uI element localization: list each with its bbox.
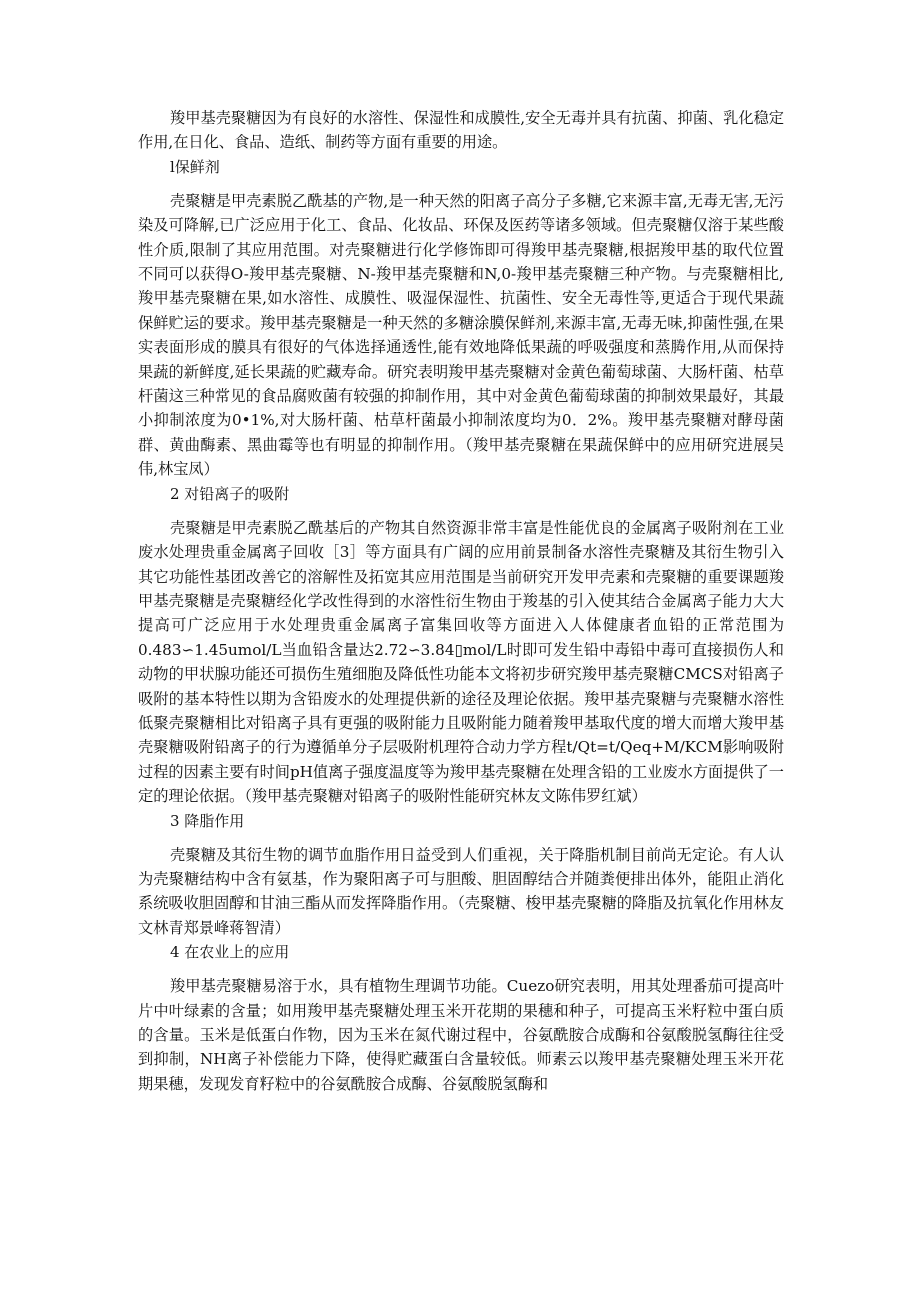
section-2-heading: 2 对铅离子的吸附 [170,484,290,503]
section-3-heading: 3 降脂作用 [170,811,245,830]
intro-paragraph: 羧甲基壳聚糖因为有良好的水溶性、保湿性和成膜性,安全无毒并具有抗菌、抑菌、乳化稳定作用,在日化、食品、造纸、制药等方面有重要的用途。 [138,109,784,152]
section-1-paragraph: 壳聚糖是甲壳素脱乙酰基的产物,是一种天然的阳离子高分子多糖,它来源丰富,无毒无害,无污染及可降解,已广泛应用于化工、食品、化妆品、环保及医药等诸多领域。但壳聚糖仅溶于某些酸性介质,限制了其应用范围。对壳聚糖进行化学修饰即可得羧甲基壳聚糖,根据羧甲基的取代位置不同可以获得O-羧甲基壳聚糖、N-羧甲基壳聚糖和N,0-羧甲基壳聚糖三种产物。与壳聚糖相比,羧甲基壳聚糖在果,如水溶性、成膜性、吸湿保湿性、抗菌性、安全无毒性等,更适合于现代果蔬保鲜贮运的要求。羧甲基壳聚糖是一种天然的多糖涂膜保鲜剂,来源丰富,无毒无味,抑菌性强,在果实表面形成的膜具有很好的气体选择通透性,能有效地降低果蔬的呼吸强度和蒸腾作用,从而保持果蔬的新鲜度,延长果蔬的贮藏寿命。研究表明羧甲基壳聚糖对金黄色葡萄球菌、大肠杆菌、枯草杆菌这三种常见的食品腐败菌有较强的抑制作用，其中对金黄色葡萄球菌的抑制效果最好，其最小抑制浓度为0•1%,对大肠杆菌、枯草杆菌最小抑制浓度均为0．2%。羧甲基壳聚糖对酵母菌群、黄曲酶素、黑曲霉等也有明显的抑制作用。（羧甲基壳聚糖在果蔬保鲜中的应用研究进展吴伟,林宝凤） [138,191,784,479]
document-page [138,106,784,1096]
section-2-paragraph: 壳聚糖是甲壳素脱乙酰基后的产物其自然资源非常丰富是性能优良的金属离子吸附剂在工业废水处理贵重金属离子回收［3］等方面具有广阔的应用前景制备水溶性壳聚糖及其衍生物引入其它功能性基团改善它的溶解性及拓宽其应用范围是当前研究开发甲壳素和壳聚糖的重要课题羧甲基壳聚糖是壳聚糖经化学改性得到的水溶性衍生物由于羧基的引入使其结合金属离子能力大大提高可广泛应用于水处理贵重金属离子富集回收等方面进入人体健康者血铅的正常范围为0.483∽1.45umol/L当血铅含量达2.72∽3.84▯mol/L时即可发生铅中毒铅中毒可直接损伤人和动物的甲状腺功能还可损伤生殖细胞及降低性功能本文将初步研究羧甲基壳聚糖CMCS对铅离子吸附的基本特性以期为含铅废水的处理提供新的途径及理论依据。羧甲基壳聚糖与壳聚糖水溶性低聚壳聚糖相比对铅离子具有更强的吸附能力且吸附能力随着羧甲基取代度的增大而增大羧甲基壳聚糖吸附铅离子的行为遵循单分子层吸附机理符合动力学方程t/Qt=t/Qeq+M/KCM影响吸附过程的因素主要有时间pH值离子强度温度等为羧甲基壳聚糖在处理含铅的工业废水方面提供了一定的理论依据。（羧甲基壳聚糖对铅离子的吸附性能研究林友文陈伟罗红斌） [138,518,784,806]
section-4-heading: 4 在农业上的应用 [170,943,290,962]
section-4-paragraph: 羧甲基壳聚糖易溶于水，具有植物生理调节功能。Cuezo研究表明，用其处理番茄可提高叶片中叶绿素的含量；如用羧甲基壳聚糖处理玉米开花期的果穗和种子，可提高玉米籽粒中蛋白质的含量。玉米是低蛋白作物，因为玉米在氮代谢过程中，谷氨酰胺合成酶和谷氨酸脱氢酶往往受到抑制，NH离子补偿能力下降，使得贮藏蛋白含量较低。师素云以羧甲基壳聚糖处理玉米开花期果穗，发现发育籽粒中的谷氨酰胺合成酶、谷氨酸脱氢酶和 [138,977,784,1093]
section-3-paragraph: 壳聚糖及其衍生物的调节血脂作用日益受到人们重视，关于降脂机制目前尚无定论。有人认为壳聚糖结构中含有氨基，作为聚阳离子可与胆酸、胆固醇结合并随粪便排出体外，能阻止消化系统吸收胆固醇和甘油三酯从而发挥降脂作用。（壳聚糖、梭甲基壳聚糖的降脂及抗氧化作用林友文林青郑景峰蒋智清） [138,845,784,937]
section-1-heading: l保鲜剂 [170,157,220,176]
